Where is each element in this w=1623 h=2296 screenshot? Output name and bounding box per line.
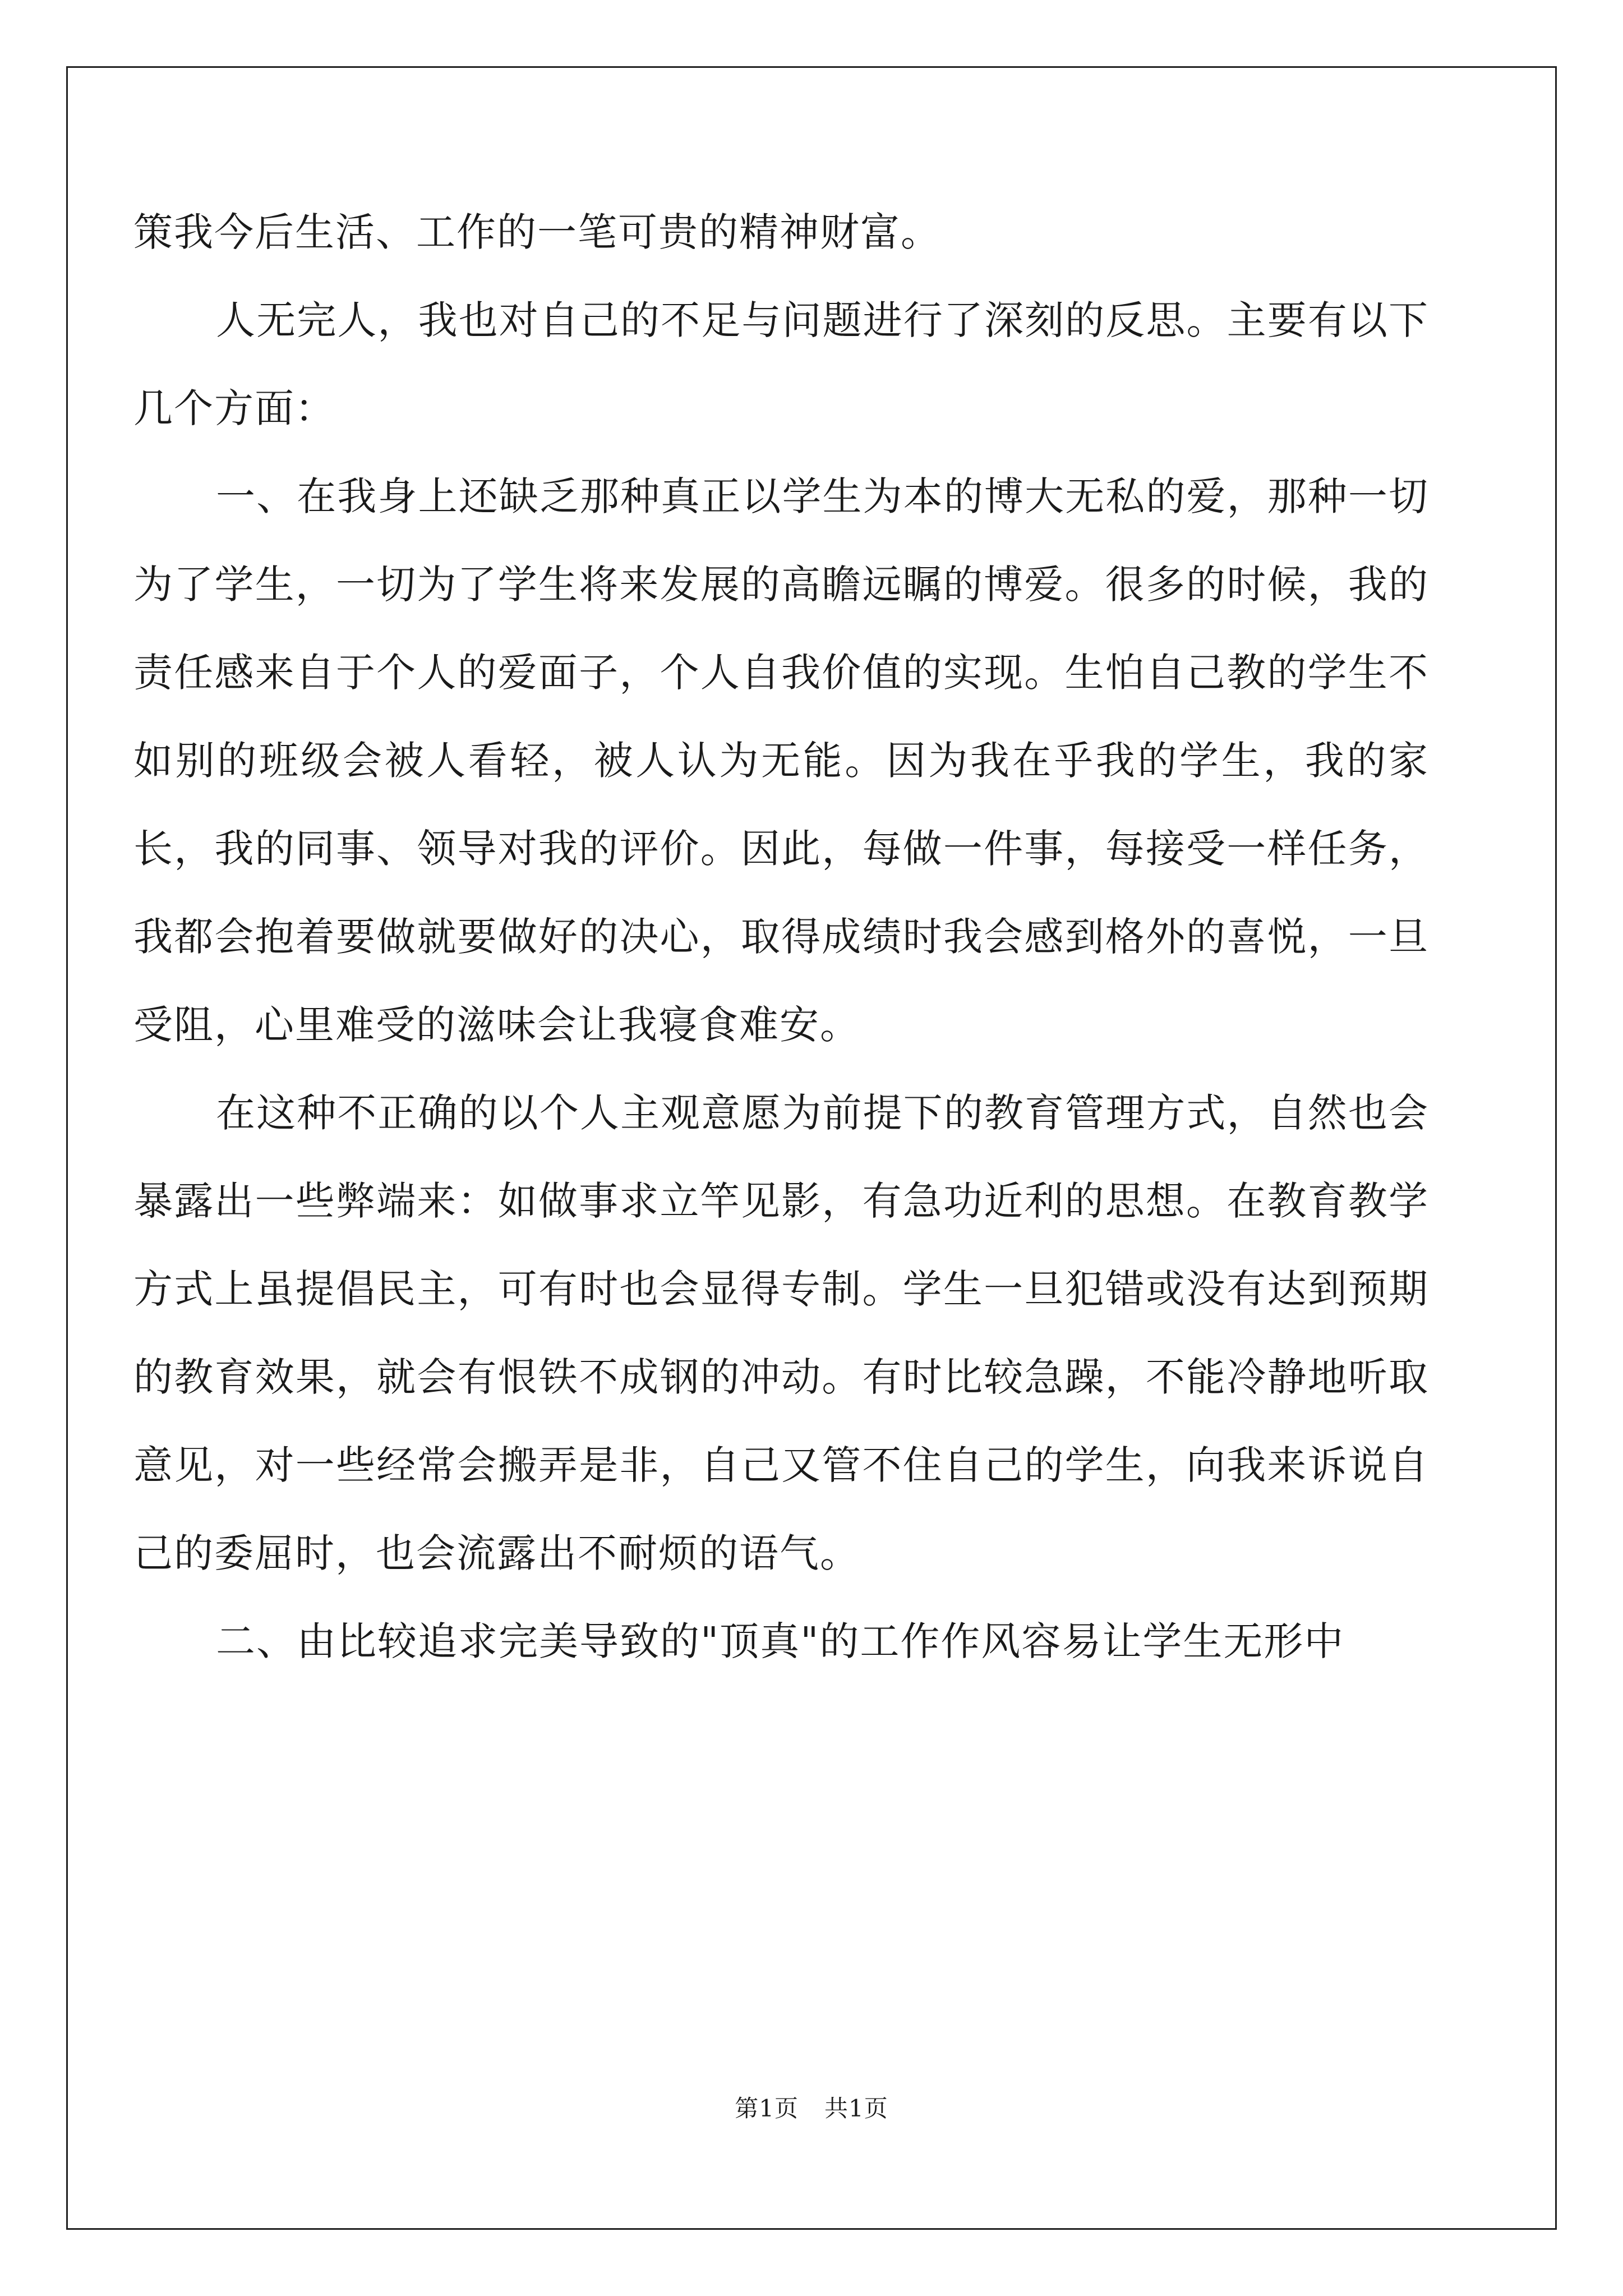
paragraph-3: 一、在我身上还缺乏那种真正以学生为本的博大无私的爱，那种一切为了学生，一切为了学生将来发展的高瞻远瞩的博爱。很多的时候，我的责任感来自于个人的爱面子，个人自我价值的实现。生怕自己教的学生不如别的班级会被人看轻，被人认为无能。因为我在乎我的学生，我的家长，我的同事、领导对我的评价。因此，每做一件事，每接受一样任务，我都会抱着要做就要做好的决心，取得成绩时我会感到格外的喜悦，一旦受阻，心里难受的滋味会让我寝食难安。 (133, 473, 1429, 1048)
current-page-label: 第1页 (735, 2095, 799, 2122)
paragraph-5: 二、由比较追求完美导致的"顶真"的工作作风容易让学生无形中 (216, 1618, 1345, 1664)
total-pages-label: 共1页 (824, 2095, 888, 2122)
paragraph-4: 在这种不正确的以个人主观意愿为前提下的教育管理方式，自然也会暴露出一些弊端来：如做事求立竿见影，有急功近利的思想。在教育教学方式上虽提倡民主，可有时也会显得专制。学生一旦犯错或没有达到预期的教育效果，就会有恨铁不成钢的冲动。有时比较急躁，不能冷静地听取意见，对一些经常会搬弄是非，自己又管不住自己的学生，向我来诉说自己的委屈时，也会流露出不耐烦的语气。 (133, 1090, 1429, 1576)
page-footer (0, 2090, 1623, 2124)
document-body (133, 188, 1429, 1686)
paragraph-1: 策我今后生活、工作的一笔可贵的精神财富。 (133, 209, 941, 255)
paragraph-2: 人无完人，我也对自己的不足与问题进行了深刻的反思。主要有以下几个方面： (133, 297, 1429, 431)
